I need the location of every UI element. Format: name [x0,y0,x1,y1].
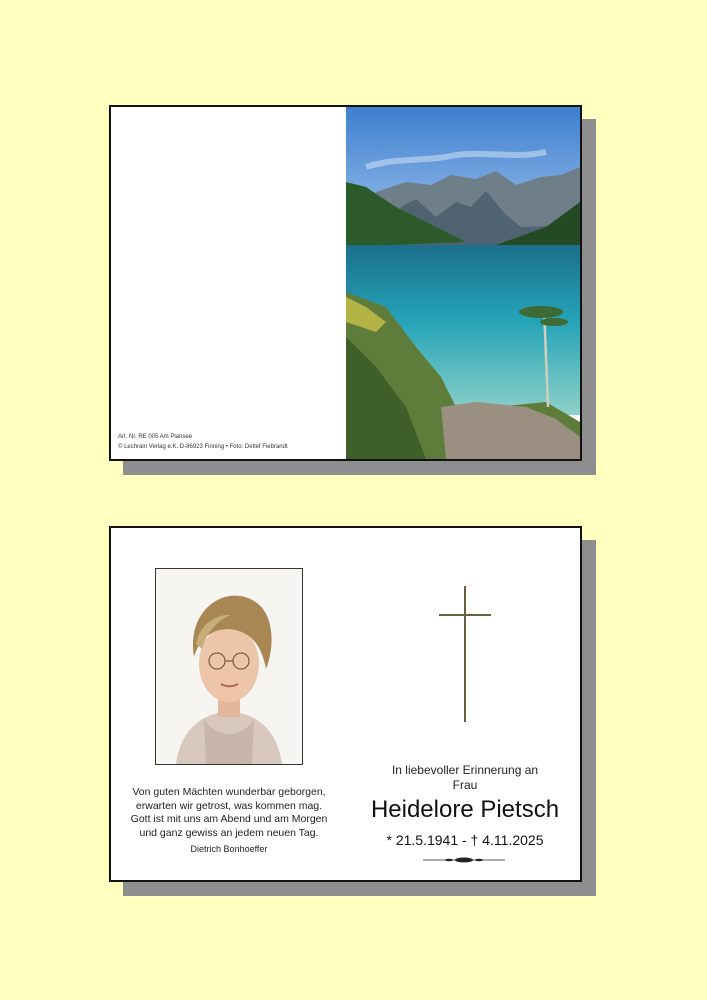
portrait-image [156,569,302,764]
inner-card [109,526,582,882]
memory-salutation: Frau [452,778,478,792]
poem [111,786,347,840]
poem-line: erwarten wir getrost, was kommen mag. [135,799,323,812]
life-dates: * 21.5.1941 - † 4.11.2025 [386,832,544,848]
credit-line-article: Art. Nr. RE 005 Am Plansee [118,434,193,440]
poem-line: und ganz gewiss an jedem neuen Tag. [139,826,319,839]
front-card [109,105,582,461]
poem-line: Gott ist mit uns am Abend und am Morgen [130,813,328,826]
poem-line: Von guten Mächten wunderbar geborgen, [132,786,326,798]
credit-line-publisher: © Lechrain Verlag e.K. D-86923 Finning • Foto: Detlef Fiebrandt [118,444,288,450]
poem-author: Dietrich Bonhoeffer [190,844,268,854]
memory-line: In liebevoller Erinnerung an [391,763,539,777]
front-card-blank-page [111,107,346,459]
lake-mountain-photo [346,107,580,459]
ornament-divider-icon [423,855,505,865]
portrait-photo [155,568,303,765]
deceased-name: Heidelore Pietsch [370,796,560,823]
cross-icon [439,586,491,722]
